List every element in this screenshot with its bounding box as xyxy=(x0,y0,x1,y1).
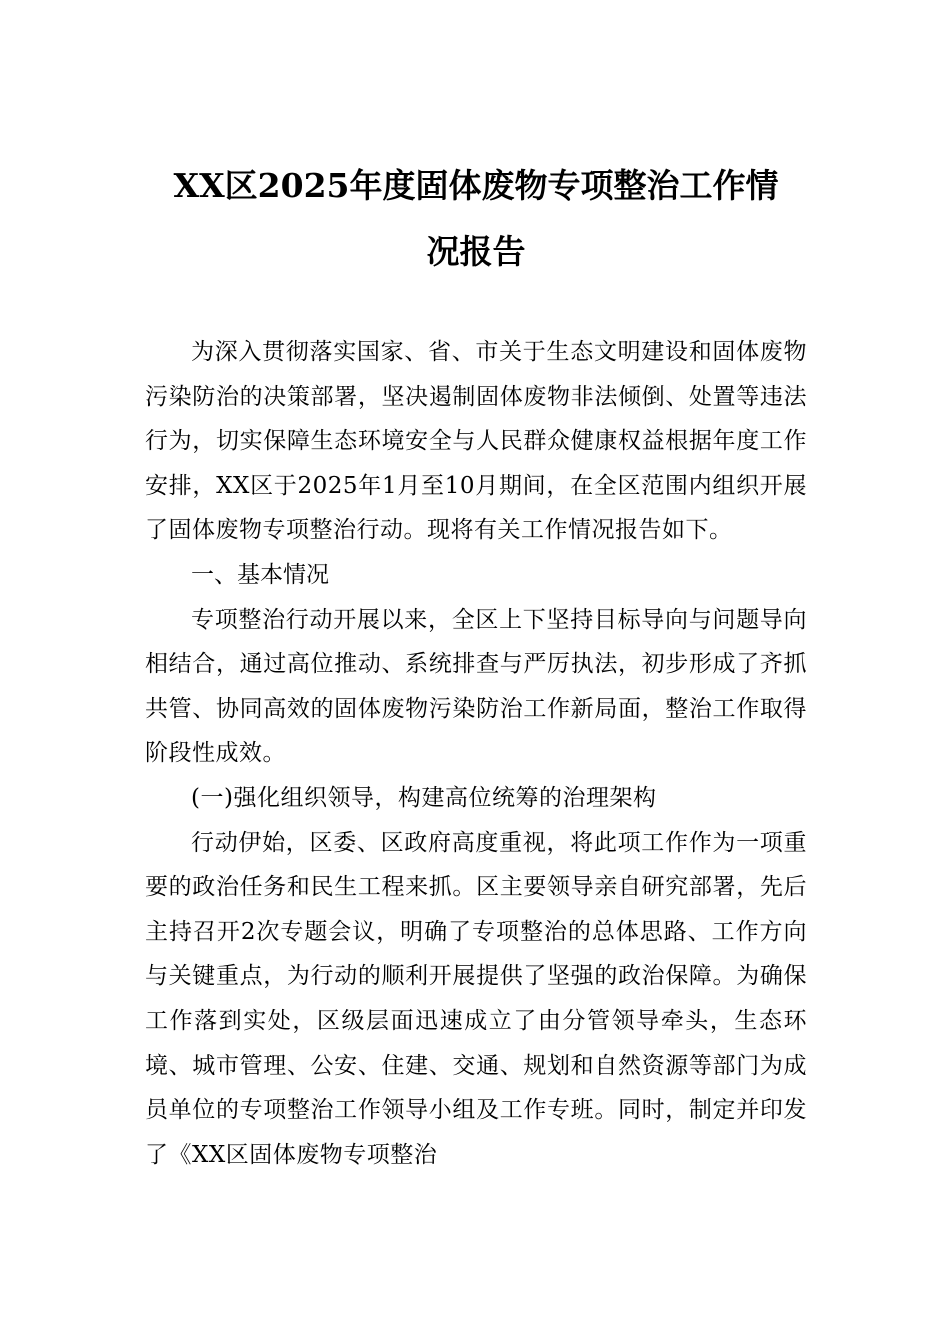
document-body xyxy=(145,330,807,1177)
section-heading-basic-situation: 一、基本情况 xyxy=(191,561,329,588)
section-summary-paragraph: 专项整治行动开展以来，全区上下坚持目标导向与问题导向相结合，通过高位推动、系统排查与严厉执法，初步形成了齐抓共管、协同高效的固体废物污染防治工作新局面，整治工作取得阶段性成效。 xyxy=(145,606,807,767)
document-title-line-1: XX区2025年度固体废物专项整治工作情 xyxy=(173,166,779,205)
intro-paragraph: 为深入贯彻落实国家、省、市关于生态文明建设和固体废物污染防治的决策部署，坚决遏制固体废物非法倾倒、处置等违法行为，切实保障生态环境安全与人民群众健康权益根据年度工作安排，XX区于2025年1月至10月期间，在全区范围内组织开展了固体废物专项整治行动。现将有关工作情况报告如下。 xyxy=(145,339,807,544)
subsection-heading-organization: (一)强化组织领导，构建高位统筹的治理架构 xyxy=(191,784,657,811)
document-title-line-2: 况报告 xyxy=(426,232,526,271)
organization-paragraph: 行动伊始，区委、区政府高度重视，将此项工作作为一项重要的政治任务和民生工程来抓。区主要领导亲自研究部署，先后主持召开2次专题会议，明确了专项整治的总体思路、工作方向与关键重点，为行动的顺利开展提供了坚强的政治保障。为确保工作落到实处，区级层面迅速成立了由分管领导牵头，生态环境、城市管理、公安、住建、交通、规划和自然资源等部门为成员单位的专项整治工作领导小组及工作专班。同时，制定并印发了《XX区固体废物专项整治 xyxy=(145,829,807,1168)
